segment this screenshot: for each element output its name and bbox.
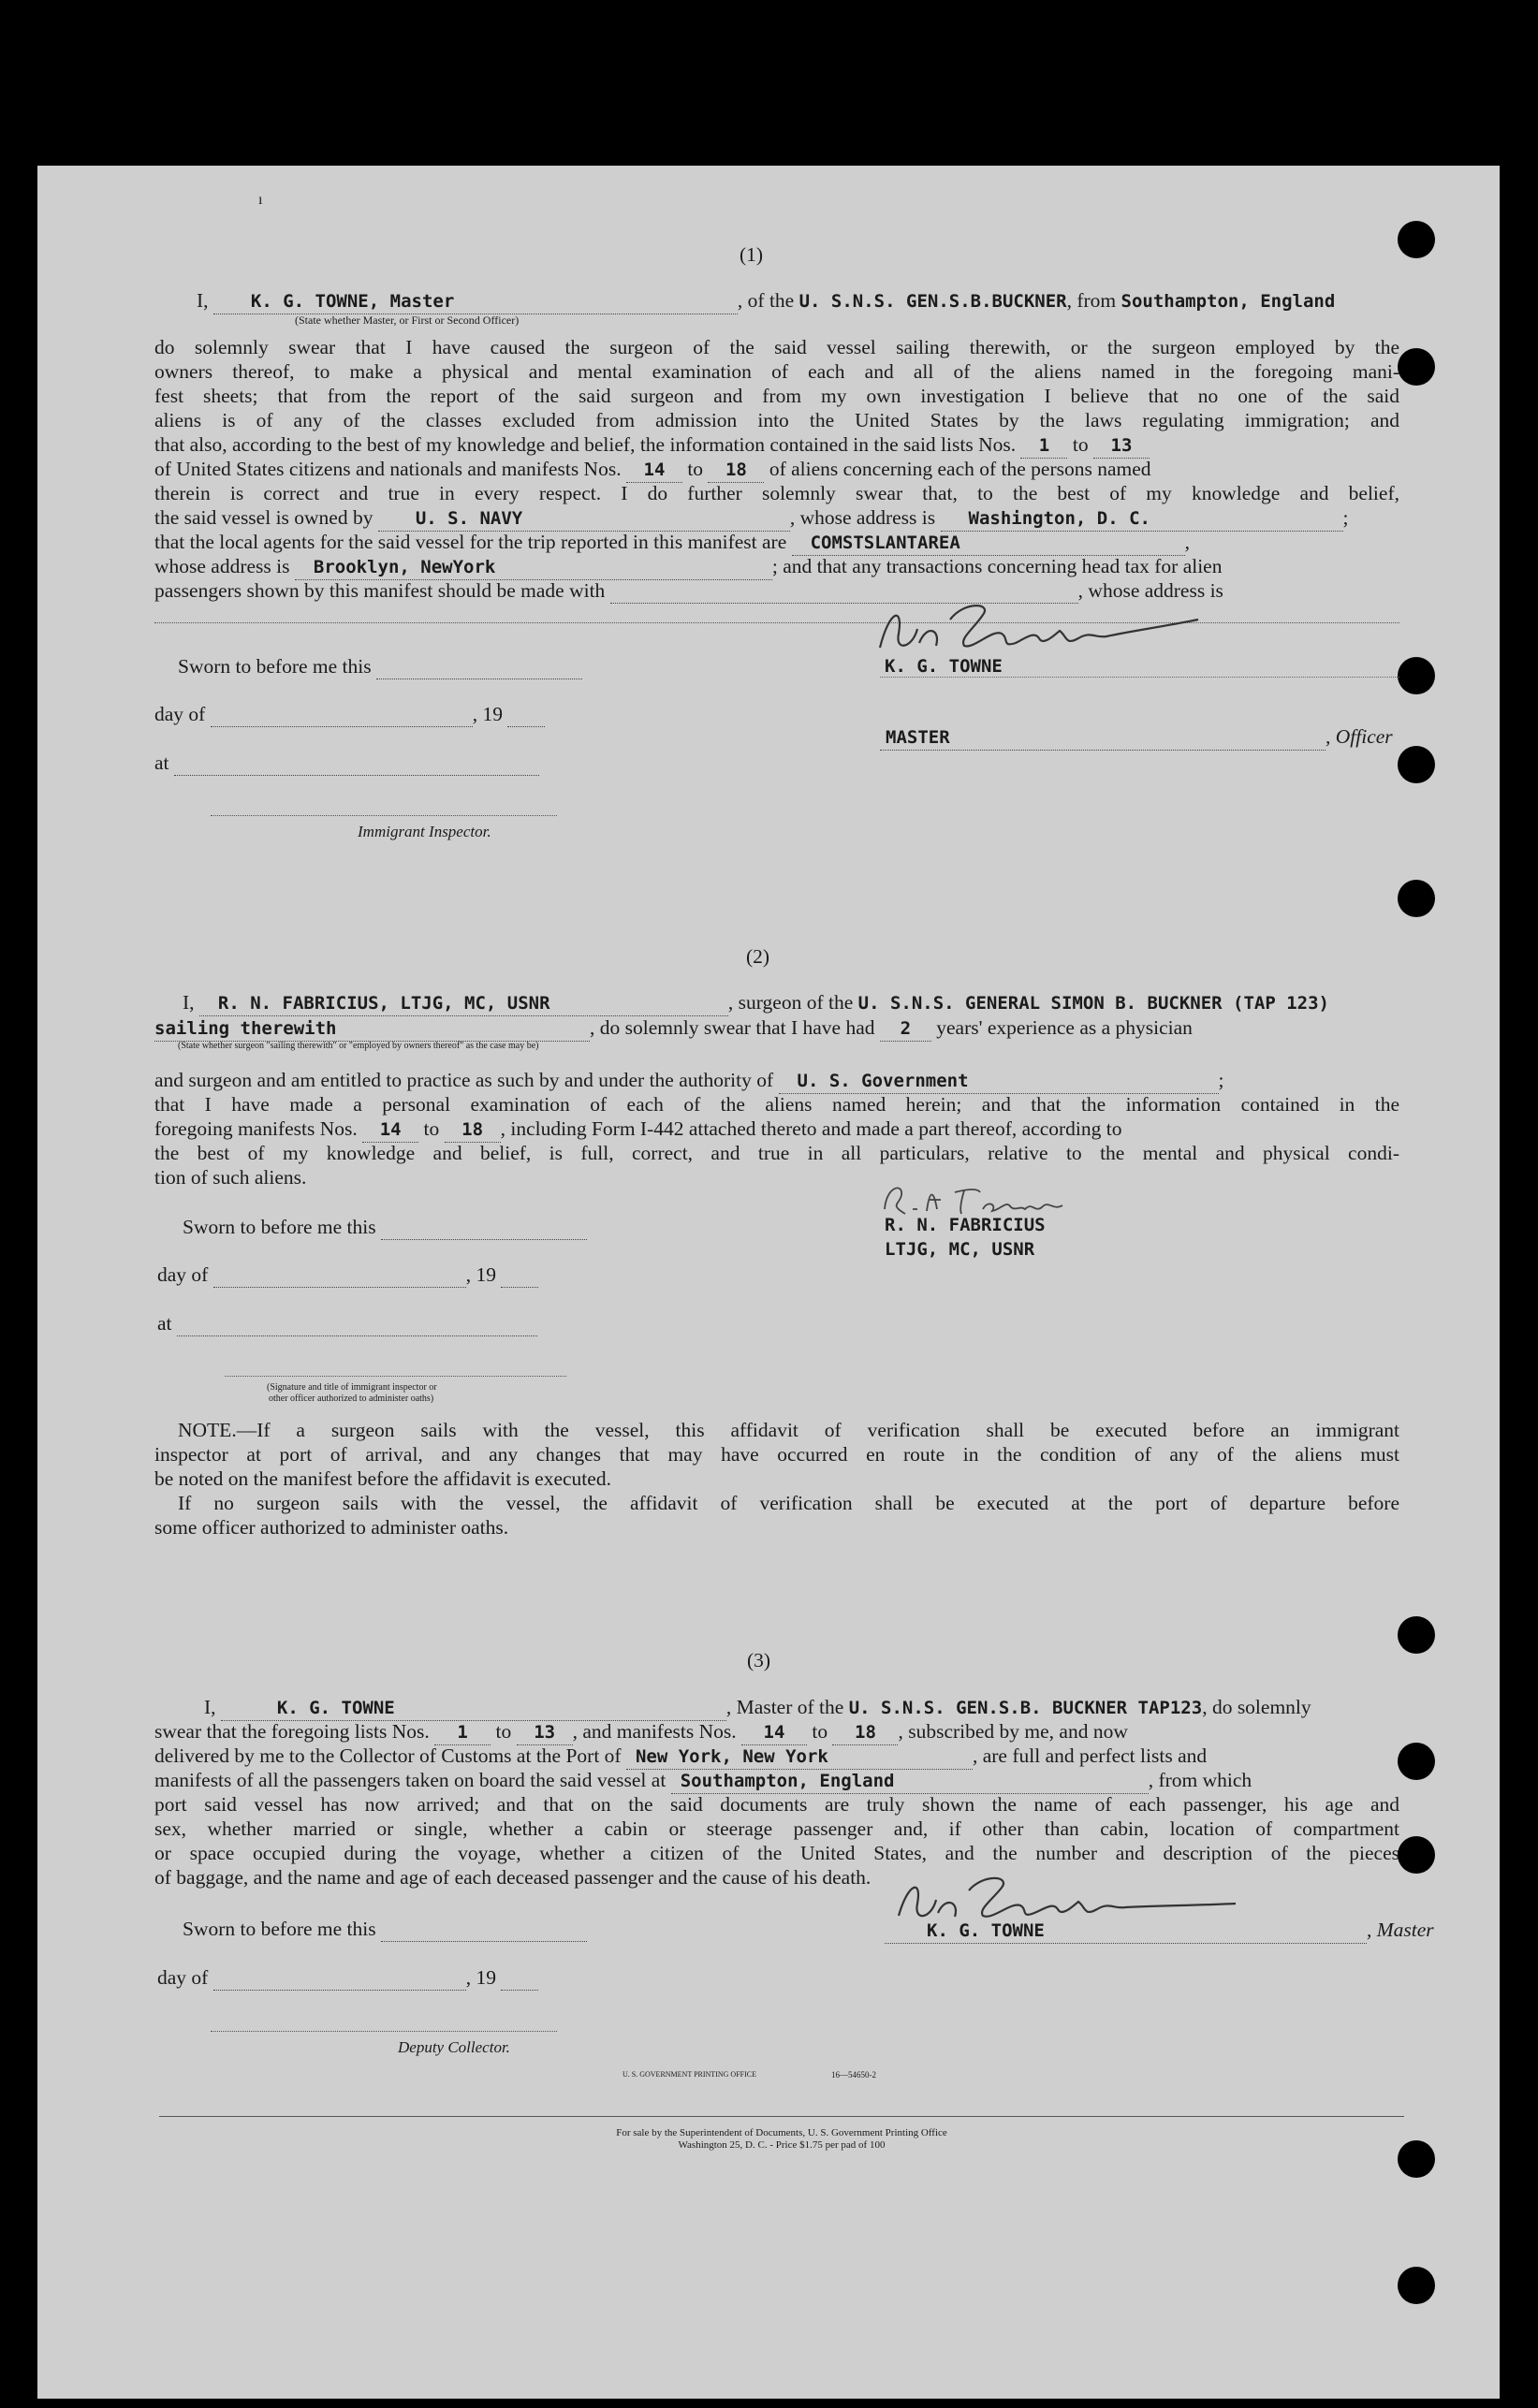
s1-paragraph-line: therein is correct and true in every respect. I do further solemnly swear that, to the best of my knowledge and belief, (154, 482, 1399, 504)
punch-hole (1398, 348, 1435, 386)
punch-hole (1398, 746, 1435, 783)
dotted-rule (225, 1376, 566, 1377)
s2-paragraph-line: the best of my knowledge and belief, is full, correct, and true in all particulars, relative to the mental and physical condi- (154, 1142, 1399, 1164)
sale-line-2: Washington 25, D. C. - Price $1.75 per pad of 100 (678, 2139, 886, 2151)
dotted-rule (880, 677, 1399, 678)
s3-manifests-from-field: 14 (741, 1720, 807, 1745)
note-line: some officer authorized to administer oaths. (154, 1516, 509, 1539)
s3-paragraph-line: of baggage, and the name and age of each deceased passenger and the cause of his death. (154, 1866, 872, 1889)
punch-hole (1398, 2267, 1435, 2304)
master-name-field: K. G. TOWNE, Master (213, 289, 738, 314)
s3-paragraph-line: sex, whether married or single, whether a cabin or steerage passenger and, if other than cabin, location of compartment (154, 1817, 1399, 1840)
note-line: be noted on the manifest before the affidavit is executed. (154, 1467, 611, 1490)
vessel-name-field: U. S.N.S. GEN.S.B.BUCKNER (798, 291, 1067, 312)
agents-address-field: Brooklyn, NewYork (295, 555, 772, 580)
note-line: inspector at port of arrival, and any changes that may have occurred en route in the condition of any of the aliens must (154, 1443, 1399, 1466)
s2-line-2: sailing therewith , do solemnly swear that I have had 2 years' experience as a physician (154, 1015, 1193, 1042)
s2-manifests-from-field: 14 (362, 1117, 418, 1143)
s1-at-line: at (154, 751, 539, 776)
s3-lists-line: swear that the foregoing lists Nos. 1 to 13 , and manifests Nos. 14 to 18 , subscribed by me, and now (154, 1719, 1128, 1745)
s2-sig-caption-1: (Signature and title of immigrant inspector or (267, 1382, 437, 1393)
s3-manifests-to-field: 18 (832, 1720, 898, 1745)
immigrant-inspector-label: Immigrant Inspector. (358, 823, 491, 840)
s1-day-line: day of , 19 (154, 702, 545, 727)
s1-officer-line: MASTER , Officer (880, 724, 1393, 751)
arrival-port-field: New York, New York (626, 1744, 973, 1770)
s2-sig-caption-2: other officer authorized to administer oaths) (269, 1394, 434, 1404)
s3-departure-line: manifests of all the passengers taken on board the said vessel at Southampton, England , from which (154, 1768, 1252, 1794)
s3-sworn-line: Sworn to before me this (183, 1917, 587, 1942)
s3-lists-from-field: 1 (434, 1720, 491, 1745)
note-line: If no surgeon sails with the vessel, the affidavit of verification shall be executed at the port of departure before (178, 1492, 1399, 1514)
s1-headtax-line: passengers shown by this manifest should be made with , whose address is (154, 579, 1223, 602)
lists-from-field: 1 (1020, 433, 1067, 459)
s2-manifests-to-field: 18 (445, 1117, 501, 1143)
s3-arrival-line: delivered by me to the Collector of Customs at the Port of New York, New York , are full and perfect lists and (154, 1744, 1207, 1770)
s3-paragraph-line: or space occupied during the voyage, whether a citizen of the United States, and the number and description of the pieces (154, 1842, 1399, 1864)
s2-authority-line: and surgeon and am entitled to practice as such by and under the authority of U. S. Government ; (154, 1068, 1223, 1094)
deputy-collector-label: Deputy Collector. (398, 2038, 510, 2056)
punch-hole (1398, 880, 1435, 917)
s2-vessel-field: U. S.N.S. GENERAL SIMON B. BUCKNER (TAP 123) (857, 993, 1329, 1014)
punch-hole (1398, 221, 1435, 258)
s1-caption: (State whether Master, or First or Second Officer) (295, 314, 520, 327)
form-number: 16—54650-2 (831, 2070, 876, 2080)
s1-agents-address-line: whose address is Brooklyn, NewYork ; and that any transactions concerning head tax for alien (154, 554, 1222, 580)
officer-rank-field: MASTER (880, 725, 1326, 751)
document-page (37, 166, 1500, 2399)
departure-port-field: Southampton, England (1121, 291, 1336, 312)
s1-signer-name: K. G. TOWNE (885, 656, 1003, 677)
s2-day-line: day of , 19 (157, 1262, 538, 1288)
s1-sworn-line: Sworn to before me this (178, 654, 582, 679)
gpo-imprint: U. S. GOVERNMENT PRINTING OFFICE (623, 2070, 756, 2079)
agents-field: COMSTSLANTAREA (792, 531, 1185, 556)
s1-line-1: I, K. G. TOWNE, Master , of the U. S.N.S. GEN.S.B.BUCKNER, from Southampton, England (197, 288, 1335, 314)
punch-hole (1398, 1836, 1435, 1874)
section-2-number: (2) (746, 945, 770, 968)
s3-lists-to-field: 13 (517, 1720, 573, 1745)
years-experience-field: 2 (880, 1016, 931, 1042)
s3-signer-name: K. G. TOWNE (885, 1919, 1367, 1944)
surgeon-name-field: R. N. FABRICIUS, LTJG, MC, USNR (199, 991, 728, 1016)
s3-master-field: K. G. TOWNE (221, 1696, 726, 1721)
dotted-rule (211, 2031, 557, 2032)
footer-rule (159, 2116, 1404, 2117)
sale-line-1: For sale by the Superintendent of Documents, U. S. Government Printing Office (616, 2127, 947, 2138)
s1-manifests-line: of United States citizens and nationals and manifests Nos. 14 to 18 of aliens concerning each of the persons named (154, 457, 1151, 483)
section-1-number: (1) (740, 243, 764, 266)
punch-hole (1398, 1616, 1435, 1654)
authority-field: U. S. Government (779, 1069, 1219, 1094)
s3-paragraph-line: port said vessel has now arrived; and that on the said documents are truly shown the name of each passenger, his age and (154, 1793, 1399, 1816)
owner-field: U. S. NAVY (378, 506, 790, 532)
s1-paragraph-line: owners thereof, to make a physical and mental examination of each and all of the aliens named in the foregoing mani- (154, 360, 1399, 383)
note-line: NOTE.—If a surgeon sails with the vessel, this affidavit of verification shall be executed before an immigrant (178, 1419, 1399, 1441)
s1-paragraph-line: aliens is of any of the classes excluded from admission into the United States by the laws regulating immigration; and (154, 409, 1399, 431)
s1-owner-line: the said vessel is owned by U. S. NAVY , whose address is Washington, D. C. ; (154, 505, 1348, 532)
s2-at-line: at (157, 1311, 537, 1336)
s1-paragraph-line: do solemnly swear that I have caused the surgeon of the said vessel sailing therewith, or the surgeon employed by the (154, 336, 1399, 358)
sailing-status-field: sailing therewith (154, 1016, 590, 1042)
s3-day-line: day of , 19 (157, 1965, 538, 1991)
s2-line-1: I, R. N. FABRICIUS, LTJG, MC, USNR , surgeon of the U. S.N.S. GENERAL SIMON B. BUCKNER (TAP 123) (183, 990, 1329, 1016)
s2-signer-title: LTJG, MC, USNR (885, 1239, 1035, 1260)
s3-signer-line: K. G. TOWNE , Master (885, 1918, 1434, 1944)
s1-lists-line: that also, according to the best of my knowledge and belief, the information contained in the said lists Nos. 1 to 13 (154, 432, 1150, 459)
punch-hole (1398, 657, 1435, 694)
s3-line-1: I, K. G. TOWNE , Master of the U. S.N.S. GEN.S.B. BUCKNER TAP123, do solemnly (204, 1695, 1311, 1721)
lists-to-field: 13 (1093, 433, 1150, 459)
s1-agents-line: that the local agents for the said vessel for the trip reported in this manifest are COMSTSLANTAREA , (154, 530, 1190, 556)
s2-paragraph-line: tion of such aliens. (154, 1166, 307, 1189)
manifests-to-field: 18 (708, 458, 764, 483)
s3-vessel-field: U. S.N.S. GEN.S.B. BUCKNER TAP123 (848, 1698, 1203, 1718)
s2-signer-name: R. N. FABRICIUS (885, 1215, 1046, 1235)
s3-departure-field: Southampton, England (671, 1769, 1149, 1794)
manifests-from-field: 14 (626, 458, 682, 483)
owner-address-field: Washington, D. C. (941, 506, 1343, 532)
s2-caption: (State whether surgeon "sailing therewith" or "employed by owners thereof" as the case may be) (178, 1041, 539, 1051)
punch-hole (1398, 1743, 1435, 1780)
section-3-number: (3) (747, 1649, 771, 1671)
s2-sworn-line: Sworn to before me this (183, 1215, 587, 1240)
header-mark: ı (258, 192, 263, 208)
dotted-rule (211, 815, 557, 816)
s2-manifests-line: foregoing manifests Nos. 14 to 18 , including Form I-442 attached thereto and made a part thereof, according to (154, 1116, 1122, 1143)
s1-paragraph-line: fest sheets; that from the report of the said surgeon and from my own investigation I believe that no one of the said (154, 385, 1399, 407)
s2-paragraph-line: that I have made a personal examination of each of the aliens named herein; and that the information contained in the (154, 1093, 1399, 1116)
